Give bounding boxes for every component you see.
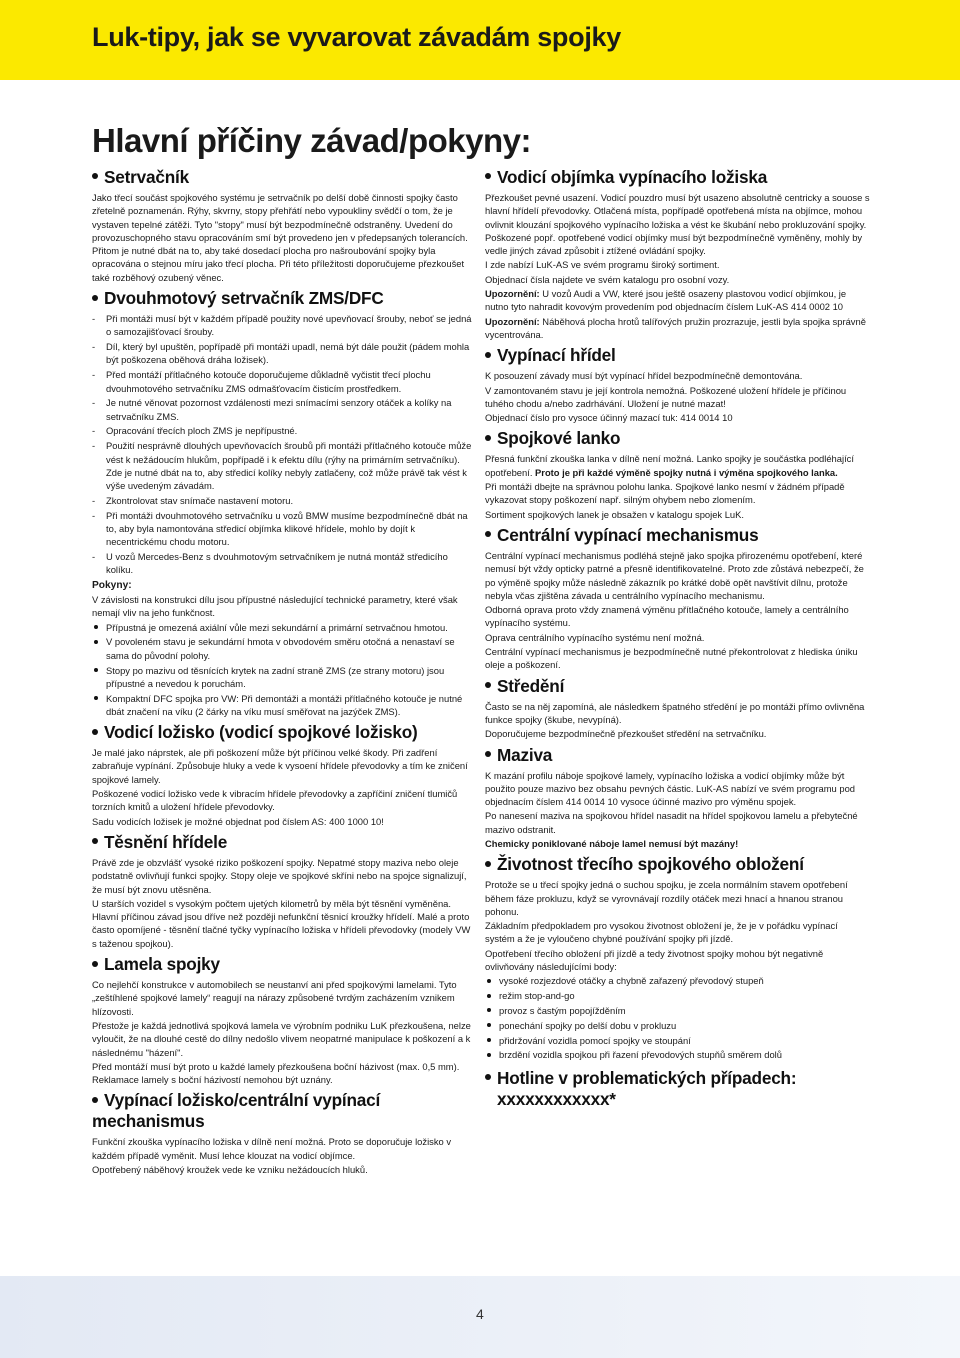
bullet-icon [485, 1074, 491, 1080]
paragraph: Doporučujeme bezpodmínečně přezkoušet středění na setrvačníku. [485, 728, 767, 740]
notice-paragraph [485, 315, 870, 342]
paragraph: Často se na něj zapomíná, ale následkem špatného středění je po montáži přímo ovlivněna funkce spojky (škube, nevypíná). [485, 700, 865, 725]
paragraph: Centrální vypínací mechanismus je bezpodmínečně nutné překontrolovat z hlediska úniku oleje a poškození. [485, 646, 858, 671]
list-item: Přípustná je omezená axiální vůle mezi sekundární a primární setrvačnou hmotou. [92, 621, 472, 634]
paragraph: Po nanesení maziva na spojkovou hřídel nasadit na hřídel spojkovou lamelu a přebytečné mazivo odstranit. [485, 810, 858, 835]
list-item: - Při montáži musí být v každém případě použity nové upevňovací šrouby, neboť se jedná o samozajišťovací šrouby. [92, 312, 472, 339]
section-heading-lamela: Lamela spojky [92, 954, 472, 975]
paragraph: Objednací čísla najdete ve svém katalogu pro osobní vozy. [485, 273, 730, 285]
notice-text: Náběhová plocha hrotů talířových pružin prozrazuje, jestli byla spojka správně vycentrována. [485, 315, 866, 340]
paragraph: Poškozené vodicí ložisko vede k vibracím hřídele převodovky a zapříčiní zničení tlumičů torzních kmitů a uložení hřídele převodovky. [92, 788, 458, 813]
section-heading-setrvacnik: Setrvačník [92, 167, 472, 188]
list-item: vysoké rozjezdové otáčky a chybně zařazený převodový stupeň [485, 974, 870, 987]
paragraph: Funkční zkouška vypínacího ložiska v dílně není možná. Proto se doporučuje ložisko v každém případě vyměnit. Musí lehce klouzat na vodicí objímce. [92, 1136, 452, 1161]
pokyny-heading: Pokyny: [92, 579, 132, 591]
list-item: brzdění vozidla spojkou při řazení převodových stupňů směrem dolů [485, 1048, 870, 1061]
bullet-icon [92, 961, 98, 967]
paragraph: Opotřebený náběhový kroužek vede ke vzniku nežádoucích hluků. [92, 1164, 368, 1176]
bullet-icon [485, 173, 491, 179]
list-item: režim stop-and-go [485, 989, 870, 1002]
bullet-icon [485, 435, 491, 441]
bullet-icon [485, 861, 491, 867]
page-number: 4 [476, 1306, 484, 1322]
list-item: - Při montáži dvouhmotového setrvačníku u vozů BMW musíme bezpodmínečně dbát na to, aby byla namontována středicí objímka klikové hřídele, mohlo by dojít k necentrickému chodu motoru. [92, 509, 472, 549]
bullet-icon [485, 352, 491, 358]
bullet-icon [92, 729, 98, 735]
paragraph: Je malé jako náprstek, ale při poškození může být příčinou velké škody. Při zadření zabraňuje vypínání. Způsobuje hluky a vede k vysoení hřídele převodovky a tím ke zničení spojkové lamely. [92, 747, 468, 785]
paragraph: Přesná funkční zkouška lanka v dílně není možná. Lanko spojky je součástka podléhající opotřebení. Proto je při každé výměně spojky nutná i výměna spojkového lanka. [485, 453, 854, 478]
paragraph: K posouzení závady musí být vypínací hřídel bezpodmínečně demontována. [485, 370, 803, 382]
section-heading-vodici-objimka: Vodicí objímka vypínacího ložiska [485, 167, 870, 188]
bullet-icon [485, 682, 491, 688]
list-item: ponechání spojky po delší dobu v prokluzu [485, 1019, 870, 1032]
section-heading-tesneni: Těsnění hřídele [92, 832, 472, 853]
section-heading-stredeni: Středění [485, 676, 870, 697]
list-item: provoz s častým popojížděním [485, 1004, 870, 1017]
paragraph: Co nejlehčí konstrukce v automobilech se neustanví ani před spojkovými lamelami. Tyto „zeštíhlené spojkové lamely“ reagují na nárazy způsobené tvrdým zacházením vznikem hlízovosti. [92, 979, 457, 1017]
paragraph: Právě zde je obzvlášť vysoké riziko poškození spojky. Nepatmé stopy maziva nebo oleje podstatně ovlivňují funkci spojky. Stopy oleje ve spojkové skříni nebo na spojce signalizují, že musí být znovu utěsněna. [92, 856, 467, 895]
notice-label: Upozornění: [485, 315, 540, 327]
hotline-number: xxxxxxxxxxxx* [497, 1088, 616, 1109]
right-column [485, 163, 870, 1113]
bullet-icon [92, 1097, 98, 1103]
list-item: Kompaktní DFC spojka pro VW: Při demontáži a montáži přítlačného kotouče je nutné dbát značení na víku (2 čárky na víku musí směřovat na jazýček ZMS). [92, 692, 472, 719]
page-title: Hlavní příčiny závad/pokyny: [92, 122, 531, 159]
paragraph: Přezkoušet pevné usazení. Vodicí pouzdro musí být usazeno absolutně centricky a souose s hlavní hřídelí převodovky. Otlačená místa, popřípadě opotřebená místa na objímce, mohou ovlivnit klouzání spojkového vypínacího ložiska a vést ke škubání nebo prokluzování spojky. Poškozené popř. opotřebené vodicí objímky musí být bezpodmínečně vyměněny, mohly by vedle jiných závad způsobit i ztížené ovládání spojky. [485, 192, 870, 257]
list-item: - Použití nesprávně dlouhých upevňovacích šroubů při montáži přítlačného kotouče může vést k nežádoucím hlukům, popřípadě i k efektu dílu (rýhy na primárním setrvačníku). Zde je nutné dbát na to, aby středicí kolíky nebyly zatlačeny, což může právě tak vést k výše uvedeným závadám. [92, 439, 472, 492]
left-column [92, 163, 472, 1177]
paragraph: Při montáži dbejte na správnou polohu lanka. Spojkové lanko nesmí v žádném případě vykazovat stopy poškození např. silným ohybem nebo zlomením. [485, 481, 845, 506]
paragraph: Objednací číslo pro vysoce účinný mazací tuk: 414 0014 10 [485, 412, 733, 424]
bullet-icon [92, 295, 98, 301]
list-item: - Před montáží přítlačného kotouče doporučujeme důkladně vyčistit třecí plochu dvouhmotového setrvačníku ZMS odmašťovacím čisticím prostředkem. [92, 368, 472, 395]
paragraph: V závislosti na konstrukci dílu jsou přípustné následující technické parametry, které však nemají vliv na jeho funkčnost. [92, 594, 458, 619]
paragraph: Odborná oprava proto vždy znamená výměnu přítlačného kotouče, lamely a centrálního vypínacího systému. [485, 604, 849, 629]
paragraph: I zde nabízí LuK-AS ve svém programu široký sortiment. [485, 259, 720, 271]
paragraph: Před montáží musí být proto u každé lamely přezkoušena boční házivost (max. 0,5 mm). Reklamace lamely s boční házivostí nemohou být uznány. [92, 1060, 460, 1086]
bullet-icon [485, 531, 491, 537]
bullet-icon [485, 751, 491, 757]
bullet-icon [92, 173, 98, 179]
section-heading-spojkove-lanko: Spojkové lanko [485, 428, 870, 449]
section-heading-vodici-lozisko: Vodicí ložisko (vodicí spojkové ložisko) [92, 722, 472, 743]
notice-paragraph [485, 287, 870, 314]
header-title: Luk-tipy, jak se vyvarovat závadám spojky [92, 22, 621, 52]
paragraph: Základním předpokladem pro vysokou životnost obložení je, že je v pořádku vypínací systém a že je vyloučeno chybné používání spojky při jízdě. [485, 920, 838, 945]
bullet-icon [92, 838, 98, 844]
section-heading-vypinaci-lozisko: Vypínací ložisko/centrální vypínací mechanismus [92, 1090, 381, 1132]
list-item: - U vozů Mercedes-Benz s dvouhmotovým setrvačníkem je nutná montáž středicího kolíku. [92, 550, 472, 577]
zms-list [92, 312, 472, 577]
pokyny-list [92, 621, 472, 719]
paragraph: Přestože je každá jednotlivá spojková lamela ve výrobním podniku LuK přezkoušena, nelze vyloučit, že na dlouhé cestě do dílny nedošlo vlivem neopatrné manipulace k poškození a k následnému "házení". [92, 1019, 471, 1058]
section-heading-zivotnost: Životnost třecího spojkového obložení [485, 854, 870, 875]
list-item: přidržování vozidla pomocí spojky ve stoupání [485, 1034, 870, 1047]
paragraph: U starších vozidel s vysokým počtem ujetých kilometrů by měla být těsnění vyměněna. Hlavní příčinou závad jsou dříve než později nefunkční těsnicí kroužky hřídelí. Malé a proto často opomíjené - těsnění tlačné tyčky vypínacího ložiska v hřídeli převodovky (modely VW s taženou spojkou). [92, 897, 471, 949]
section-heading-centralni: Centrální vypínací mechanismus [485, 525, 870, 546]
section-heading-maziva: Maziva [485, 745, 870, 766]
notice-text: U vozů Audi a VW, které jsou ještě osazeny plastovou vodicí objímkou, je nutno tyto nahradit kovovým provedením pod objednacím číslem LuK-AS 414 0002 10 [485, 288, 847, 313]
list-item: Stopy po mazivu od těsnících krytek na zadní straně ZMS (ze strany motoru) jsou přípustné a nevedou k poruchám. [92, 664, 472, 691]
zivotnost-list [485, 974, 870, 1061]
paragraph: K mazání profilu náboje spojkové lamely, vypínacího ložiska a vodicí objímky může být použito pouze mazivo bez obsahu pevných částic. LuK-AS nabízí ve svém programu pod objednacím číslem 414 0014 10 vysoce účinné mazivo pro výměnu spojek. [485, 769, 855, 808]
paragraph: Sortiment spojkových lanek je obsažen v katalogu spojek LuK. [485, 508, 745, 520]
section-heading-hotline: Hotline v problematických případech: xxxxxxxxxxxx* [485, 1068, 870, 1110]
paragraph: Opotřebení třecího obložení při jízdě a tedy životnost spojky mohou být negativně ovlivňovány následujícími body: [485, 947, 824, 973]
list-item: - Je nutné věnovat pozornost vzdálenosti mezi snímacími senzory otáček a kolíky na setrvačníku ZMS. [92, 396, 472, 423]
notice-label: Upozornění: [485, 288, 540, 300]
paragraph: Jako třecí součást spojkového systému je setrvačník po delší době činnosti spojky často zřetelně poznamenán. Rýhy, skvrny, stopy přehřátí nebo vypoukliny svědčí o tom, že je vystaven tepelné zátěži. Tyto "stopy" musí být bezpodmínečně odstraněny. Uvedení do provozuschopného stavu opracováním smí být provedeno jen v předepsaných tolerancích. Přitom je nutné dbát na to, aby také dosedací plocha pro našroubování spojky byla opracována o stejnou míru jako třecí plocha. Při této příležitosti doporučujeme přezkoušet také rozběhový ozubený věnec. [92, 192, 468, 283]
paragraph: V zamontovaném stavu je její kontrola nemožná. Poškozené uložení hřídele je příčinou tuhého chodu a/nebo zadrhávání. Uložení je nutné mazat! [485, 384, 847, 409]
emphasis-paragraph: Chemicky poniklované náboje lamel nemusí být mazány! [485, 837, 739, 849]
paragraph: Protože se u třecí spojky jedná o suchou spojku, je zcela normálním stavem opotřebení během fáze prokluzu, když se vyrovnávají rozdíly otáček mezi hnací a hnanou stranou pohonu. [485, 879, 848, 917]
section-heading-vypinaci-hridel: Vypínací hřídel [485, 345, 870, 366]
paragraph: Oprava centrálního vypínacího systému není možná. [485, 631, 705, 643]
paragraph: Sadu vodicích ložisek je možné objednat pod číslem AS: 400 1000 10! [92, 815, 384, 827]
list-item: V povoleném stavu je sekundární hmota v obvodovém směru otočná a nenastaví se sama do původní polohy. [92, 635, 472, 662]
emphasis-text: Proto je při každé výměně spojky nutná i výměna spojkového lanka. [535, 466, 838, 478]
list-item: - Opracování třecích ploch ZMS je nepřípustné. [92, 424, 472, 437]
paragraph: Centrální vypínací mechanismus podléhá stejně jako spojka přirozenému opotřebení, které nemusí být vždy opticky patrné a přesně identifikovatelné. Proto zde zůstává nebezpečí, že po výměně spojky může následně zákazník po krátké době opět navštívit dílnu, protože nebyla včas zjištěna závada u centrálního vypínacího mechanismu. [485, 549, 864, 601]
list-item: - Zkontrolovat stav snímače nastavení motoru. [92, 494, 472, 507]
list-item: - Díl, který byl upuštěn, popřípadě při montáži upadl, nemá být dále použit (pádem mohla být poškozena oběhová dráha ložisek). [92, 340, 472, 367]
section-heading-zms: Dvouhmotový setrvačník ZMS/DFC [92, 288, 472, 309]
